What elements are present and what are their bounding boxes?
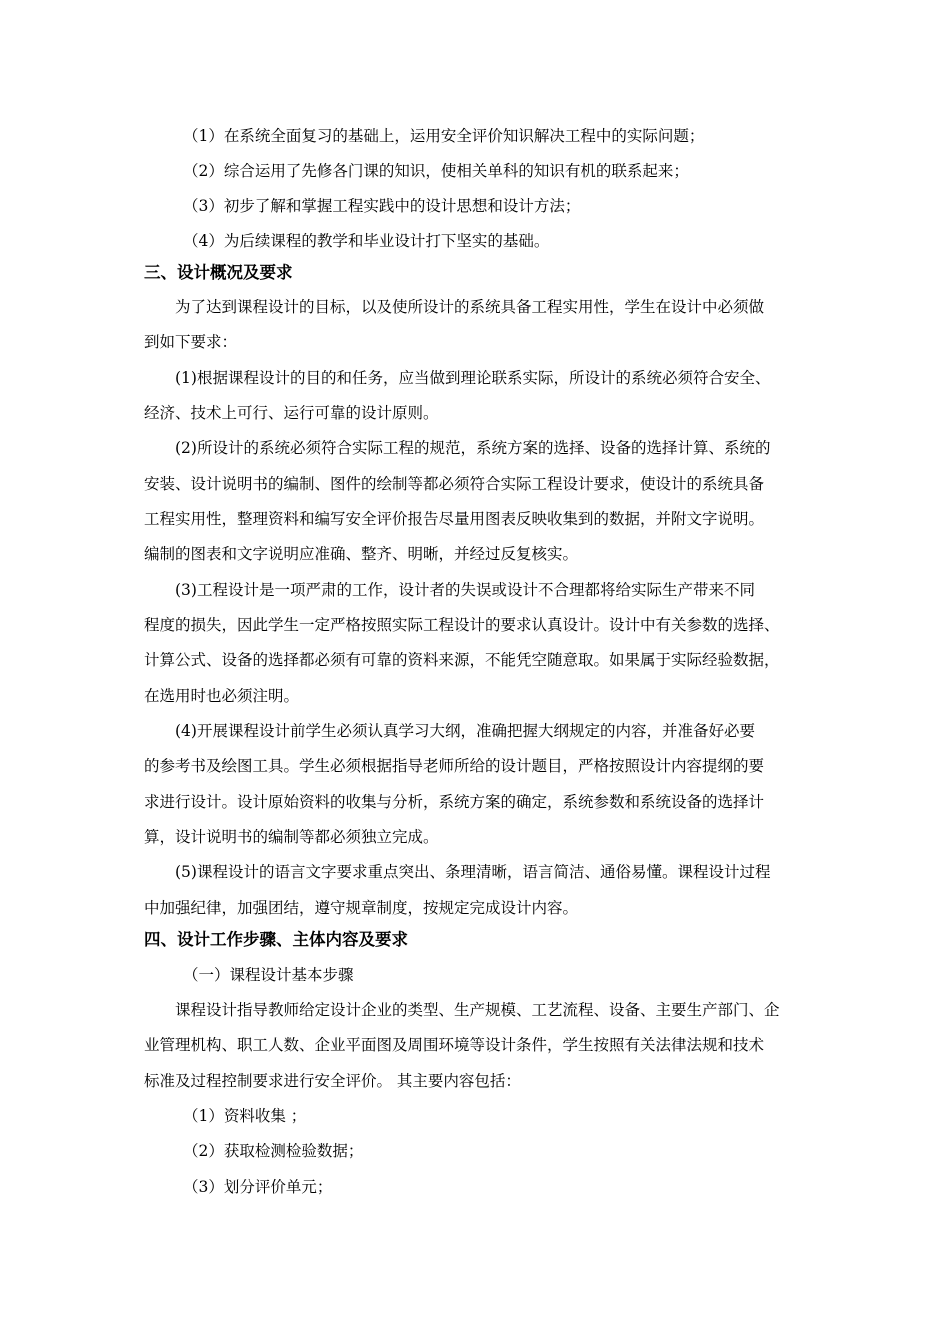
requirement-5-line: (5)课程设计的语言文字要求重点突出、条理清晰，语言简洁、通俗易懂。课程设计过程: [175, 863, 771, 881]
paragraph-line: 课程设计指导教师给定设计企业的类型、生产规模、工艺流程、设备、主要生产部门、企: [175, 1001, 780, 1019]
section-heading-4: 四、设计工作步骤、主体内容及要求: [144, 930, 408, 949]
requirement-3-line: 计算公式、设备的选择都必须有可靠的资料来源，不能凭空随意取。如果属于实际经验数据，: [144, 651, 780, 669]
requirement-4-line: (4)开展课程设计前学生必须认真学习大纲，准确把握大纲规定的内容，并准备好必要: [175, 722, 755, 740]
subsection-heading: （一）课程设计基本步骤: [183, 966, 354, 984]
requirement-1-line: (1)根据课程设计的目的和任务，应当做到理论联系实际，所设计的系统必须符合安全、: [175, 369, 771, 387]
content-item-1: （1）资料收集 ；: [183, 1107, 307, 1125]
objective-item-1: （1）在系统全面复习的基础上，运用安全评价知识解决工程中的实际问题；: [183, 127, 705, 145]
content-item-2: （2）获取检测检验数据；: [183, 1142, 364, 1160]
content-item-3: （3）划分评价单元；: [183, 1178, 333, 1196]
requirement-2-line: 工程实用性，整理资料和编写安全评价报告尽量用图表反映收集到的数据，并附文字说明。: [144, 510, 765, 528]
requirement-3-line: 在选用时也必须注明。: [144, 687, 300, 705]
requirement-3-line: (3)工程设计是一项严肃的工作，设计者的失误或设计不合理都将给实际生产带来不同: [175, 581, 755, 599]
requirement-2-line: 安装、设计说明书的编制、图件的绘制等都必须符合实际工程设计要求，使设计的系统具备: [144, 475, 765, 493]
paragraph-line: 为了达到课程设计的目标，以及使所设计的系统具备工程实用性，学生在设计中必须做: [175, 298, 765, 316]
section-heading-3: 三、设计概况及要求: [144, 263, 293, 282]
paragraph-line: 到如下要求：: [144, 333, 238, 351]
paragraph-line: 业管理机构、职工人数、企业平面图及周围环境等设计条件，学生按照有关法律法规和技术: [144, 1036, 765, 1054]
requirement-1-line: 经济、技术上可行、运行可靠的设计原则。: [144, 404, 439, 422]
objective-item-3: （3）初步了解和掌握工程实践中的设计思想和设计方法；: [183, 197, 581, 215]
objective-item-2: （2）综合运用了先修各门课的知识，使相关单科的知识有机的联系起来；: [183, 162, 689, 180]
requirement-2-line: (2)所设计的系统必须符合实际工程的规范，系统方案的选择、设备的选择计算、系统的: [175, 439, 771, 457]
requirement-3-line: 程度的损失，因此学生一定严格按照实际工程设计的要求认真设计。设计中有关参数的选择、: [144, 616, 780, 634]
paragraph-line: 标准及过程控制要求进行安全评价。 其主要内容包括：: [144, 1072, 521, 1090]
requirement-4-line: 求进行设计。设计原始资料的收集与分析，系统方案的确定，系统参数和系统设备的选择计: [144, 793, 765, 811]
objective-item-4: （4）为后续课程的教学和毕业设计打下坚实的基础。: [183, 232, 550, 250]
requirement-5-line: 中加强纪律，加强团结，遵守规章制度，按规定完成设计内容。: [144, 899, 579, 917]
requirement-4-line: 的参考书及绘图工具。学生必须根据指导老师所给的设计题目，严格按照设计内容提纲的要: [144, 757, 765, 775]
requirement-4-line: 算，设计说明书的编制等都必须独立完成。: [144, 828, 439, 846]
requirement-2-line: 编制的图表和文字说明应准确、整齐、明晰，并经过反复核实。: [144, 545, 579, 563]
